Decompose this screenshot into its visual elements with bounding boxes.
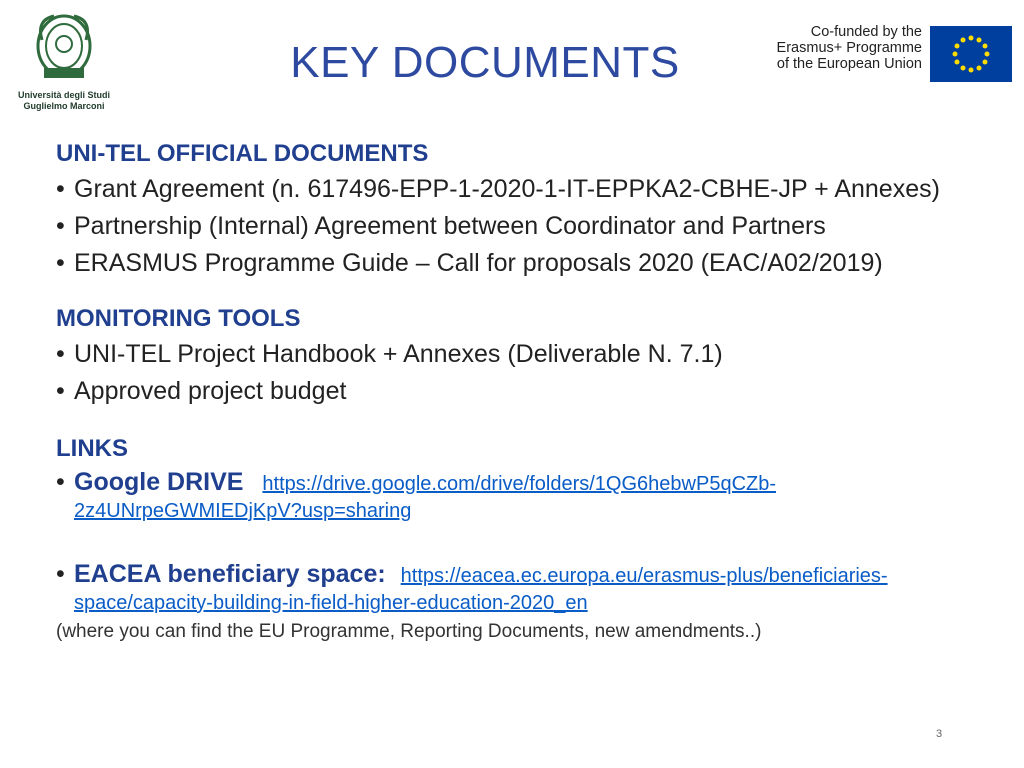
list-item	[56, 213, 996, 240]
list-item-text: Partnership (Internal) Agreement between Coordinator and Partners	[74, 212, 826, 240]
eu-cofunding-text	[752, 24, 922, 72]
eu-cofunding-logo	[752, 22, 1016, 84]
list-item-eacea	[56, 561, 996, 615]
list-item-google-drive	[56, 469, 996, 523]
list-item	[56, 250, 996, 277]
eacea-label: EACEA beneficiary space:	[74, 560, 386, 588]
university-name	[14, 90, 114, 112]
eu-stars-icon	[930, 26, 1012, 82]
list-item	[56, 176, 996, 203]
list-item-text: UNI-TEL Project Handbook + Annexes (Deliverable N. 7.1)	[74, 340, 723, 368]
university-name-line2: Guglielmo Marconi	[23, 101, 105, 111]
slide-content	[56, 140, 996, 643]
list-item	[56, 378, 996, 405]
list-item	[56, 341, 996, 368]
google-drive-link[interactable]: https://drive.google.com/drive/folders/1QG6hebwP5qCZb-2z4UNrpeGWMIEDjKpV?usp=sharing	[74, 473, 777, 522]
eu-text-line3: of the European Union	[776, 56, 922, 72]
eu-flag-icon	[930, 26, 1012, 82]
eu-text-line2: Erasmus+ Programme	[776, 40, 922, 56]
list-item-text: Grant Agreement (n. 617496-EPP-1-2020-1-IT-EPPKA2-CBHE-JP + Annexes)	[74, 175, 940, 203]
university-name-line1: Università degli Studi	[17, 90, 111, 100]
links-note: (where you can find the EU Programme, Reporting Documents, new amendments..)	[56, 621, 762, 642]
list-item-text: ERASMUS Programme Guide – Call for proposals 2020 (EAC/A02/2019)	[74, 249, 883, 277]
list-item-text: Approved project budget	[74, 377, 347, 405]
page-number: 3	[936, 728, 943, 740]
page-title: KEY DOCUMENTS	[290, 38, 680, 87]
eacea-link[interactable]: https://eacea.ec.europa.eu/erasmus-plus/beneficiaries-space/capacity-building-in-field-higher-education-2020_en	[74, 565, 888, 614]
section-heading-links: LINKS	[56, 435, 128, 462]
eu-text-line1: Co-funded by the	[810, 24, 922, 40]
section-heading-official: UNI-TEL OFFICIAL DOCUMENTS	[56, 140, 429, 167]
section-heading-monitoring: MONITORING TOOLS	[56, 305, 301, 332]
google-drive-label: Google DRIVE	[74, 468, 244, 496]
